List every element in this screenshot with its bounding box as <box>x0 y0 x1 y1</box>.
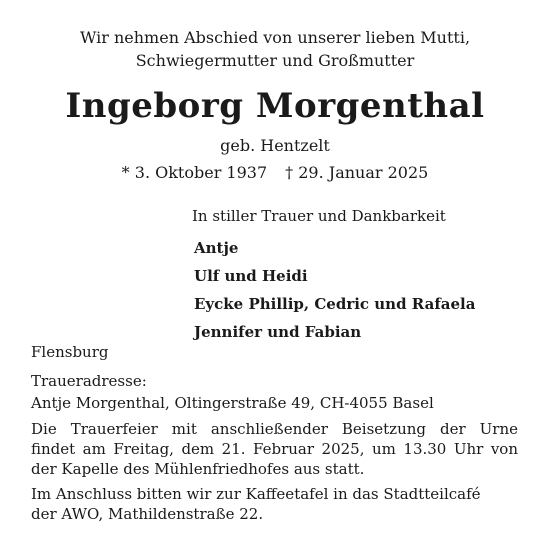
mourner-name: Antje <box>194 239 239 257</box>
birth-name: geb. Hentzelt <box>220 136 330 155</box>
funeral-line: findet am Freitag, dem 21. Februar 2025, um 13.30 Uhr von <box>31 440 518 458</box>
mourner-name: Ulf und Heidi <box>194 267 308 285</box>
intro-text <box>0 26 550 72</box>
deceased-name: Ingeborg Morgenthal <box>65 86 485 126</box>
location: Flensburg <box>31 343 109 361</box>
mourners-heading: In stiller Trauer und Dankbarkeit <box>192 207 446 225</box>
mourner-name: Jennifer und Fabian <box>194 323 362 341</box>
reception-line: der AWO, Mathildenstraße 22. <box>31 505 264 523</box>
life-dates <box>0 163 550 183</box>
intro-line-2: Schwiegermutter und Großmutter <box>135 51 415 70</box>
mourners-list <box>194 234 475 346</box>
reception-line: Im Anschluss bitten wir zur Kaffeetafel in das Stadtteilcafé <box>31 485 481 503</box>
funeral-line: der Kapelle des Mühlenfriedhofes aus statt. <box>31 460 365 478</box>
birth-date: * 3. Oktober 1937 <box>121 163 268 182</box>
death-date: † 29. Januar 2025 <box>285 163 429 182</box>
reception-info <box>31 484 518 524</box>
funeral-line: Die Trauerfeier mit anschließender Beisetzung der Urne <box>31 420 518 438</box>
address-label: Traueradresse: <box>31 372 147 390</box>
intro-line-1: Wir nehmen Abschied von unserer lieben Mutti, <box>79 28 471 47</box>
funeral-info <box>31 419 518 479</box>
address-value: Antje Morgenthal, Oltingerstraße 49, CH-4055 Basel <box>31 394 434 412</box>
mourner-name: Eycke Phillip, Cedric und Rafaela <box>194 295 476 313</box>
